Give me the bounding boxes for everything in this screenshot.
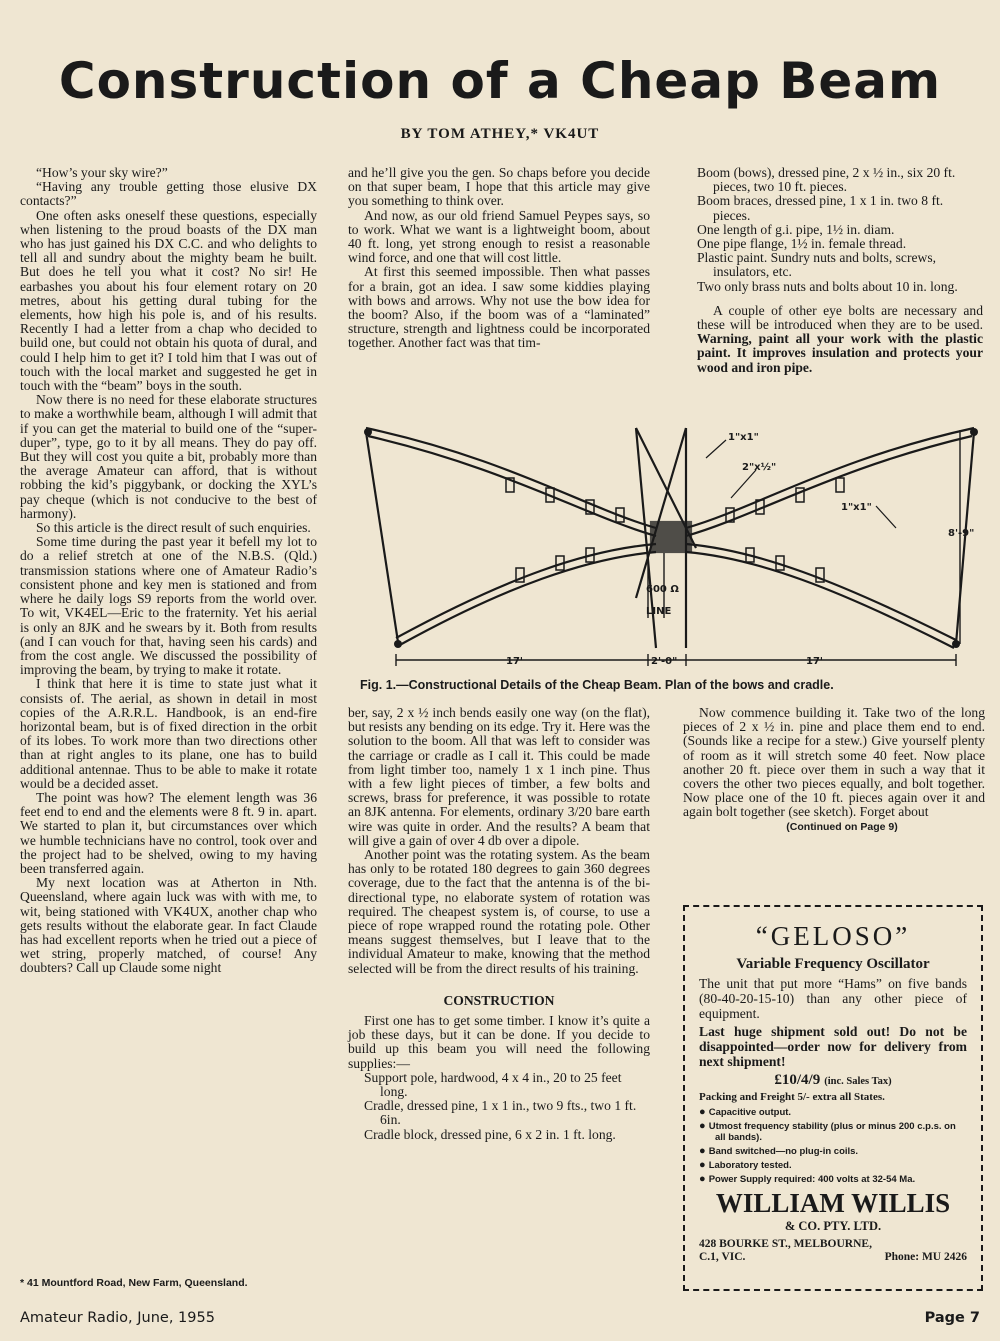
warning-text: Warning, paint all your work with the plastic paint. It improves insulation and protects your wood and iron pipe.: [697, 331, 983, 375]
list-item: Boom (bows), dressed pine, 2 x ½ in., six 20 ft. pieces, two 10 ft. pieces.: [697, 165, 956, 195]
label-1x1-top: 1"x1": [728, 432, 759, 443]
paragraph: I think that here it is time to state just what it consists of. The aerial, as shown in detail in most copies of the A.R.R.L. Handbook, is an end-fire horizontal beam, but is of fixed direction in the orbit of its lobes. To work more than two directions other than at right angles to its plane, one has to build additional antennae. Thus to be able to make it rotate would be a decided asset.: [20, 676, 317, 791]
beam-diagram: [356, 418, 984, 678]
section-heading: CONSTRUCTION: [443, 992, 555, 1008]
paragraph: and he’ll give you the gen. So chaps before you decide on that super beam, I hope that this article may give you something to think over.: [348, 165, 650, 209]
footnote: * 41 Mountford Road, New Farm, Queensland.: [20, 1277, 248, 1289]
label-center-span: 2'-0": [651, 656, 678, 667]
paragraph: “Having any trouble getting those elusive DX contacts?”: [20, 179, 317, 209]
footer-page-number: Page 7: [924, 1310, 980, 1326]
supplies-list: [364, 1071, 650, 1142]
byline: BY TOM ATHEY,* VK4UT: [400, 126, 600, 142]
ad-price: £10/4/9: [774, 1072, 821, 1088]
ad-address-line1: 428 BOURKE ST., MELBOURNE,: [699, 1238, 872, 1250]
paragraph: “How’s your sky wire?”: [36, 165, 168, 180]
ad-feature: ● Utmost frequency stability (plus or minus 200 c.p.s. on all bands).: [699, 1121, 967, 1143]
label-600-ohm: 600 Ω: [646, 584, 679, 595]
label-1x1-side: 1"x1": [841, 502, 872, 513]
ad-company-sub: & CO. PTY. LTD.: [784, 1219, 882, 1233]
continued-note: (Continued on Page 9): [786, 820, 898, 833]
ad-address-row: [699, 1251, 967, 1264]
paragraph: Some time during the past year it befell my lot to do a relief stretch at one of the N.B.S. (Qld.) transmission stations where one of Amateur Radio’s consistent phone and key men is stationed and from where he daily logs S9 reports from the world over. To wit, VK4EL—Eric to the fraternity. Yet his aerial is only an 8JK and he swears by it. Both from results (and I can vouch for that, having seen his cards) and from the cost angle. We discussed the possibility of improving the beam, by trying to make it rotate.: [20, 534, 317, 678]
ad-features: [699, 1107, 967, 1185]
label-line: LINE: [646, 606, 672, 617]
ad-feature: ● Capacitive output.: [699, 1107, 967, 1118]
ad-price-line: [699, 1071, 967, 1089]
label-right-span: 17': [806, 656, 823, 667]
paragraph: At first this seemed impossible. Then what passes for a brain, got an idea. I saw some kiddies playing with bows and arrows. Why not use the bow idea for the boom? Also, if the boom was of a “laminated” structure, strength and lightness could be incorporated together. Another fact was that tim-: [348, 264, 650, 351]
column-1: [20, 166, 317, 976]
list-item: Two only brass nuts and bolts about 10 in. long.: [697, 278, 958, 294]
column-3-top: [697, 166, 983, 375]
list-item: Plastic paint. Sundry nuts and bolts, screws, insulators, etc.: [697, 250, 937, 280]
list-item: Support pole, hardwood, 4 x 4 in., 20 to 25 feet long.: [364, 1069, 622, 1100]
ad-phone: Phone: MU 2426: [884, 1251, 967, 1263]
supplies-list-continued: [697, 166, 983, 294]
ad-tax: (inc. Sales Tax): [824, 1076, 892, 1087]
label-height: 8'-9": [948, 528, 975, 539]
list-item: Boom braces, dressed pine, 1 x 1 in. two 8 ft. pieces.: [697, 193, 944, 223]
list-item: Cradle block, dressed pine, 6 x 2 in. 1 ft. long.: [364, 1126, 616, 1142]
column-3-bottom: [683, 706, 985, 834]
paragraph: Another point was the rotating system. As the beam has only to be rotated 180 degrees to gain 360 degrees coverage, due to the fact that the antenna is of the bi-directional type, no elaborate system of rotation was required. The cheapest system is, of course, to use a piece of rope wrapped round the rotating pole. Other means suggest themselves, but I leave that to the individual Amateur to make, knowing that the method selected will be from the direct results of his training.: [348, 847, 650, 976]
paragraph: Now there is no need for these elaborate structures to make a worthwhile beam, although I will admit that if you can get the material to build one of the “super-duper”, type, go to it by all means. They do pay off. But they will cost you quite a bit, probably more than the average Amateur can afford, that is without robbing the kid’s piggybank, or docking the XYL’s pay cheque (which is not conducive to the best of harmony).: [20, 392, 317, 521]
ad-feature: ● Laboratory tested.: [699, 1160, 967, 1171]
figure-caption: Fig. 1.—Constructional Details of the Cheap Beam. Plan of the bows and cradle.: [360, 678, 834, 692]
column-2-top: [348, 166, 650, 351]
paragraph: First one has to get some timber. I know it’s quite a job these days, but it can be done. If you decide to build up this beam you will need the following supplies:—: [348, 1013, 650, 1071]
paragraph: One often asks oneself these questions, especially when listening to the proud boasts of the DX man who has just gained his DX C.C. and who delights to tell all and sundry about the mighty beam he built. But does he tell you what it cost? No sir! He earbashes you about his four element rotary on 20 metres, about his getting dural tubing for the elements, how high his pole is, and of his results. Recently I had a letter from a chap who decided to build one, but could not obtain his quota of dural, and could I help him to get it? I told him that I was out of touch with the local market and suggested he get in touch with the “beam” boys in the south.: [20, 207, 317, 394]
article-title: Construction of a Cheap Beam: [58, 52, 942, 110]
label-left-span: 17': [506, 656, 523, 667]
paragraph: ber, say, 2 x ½ inch bends easily one way (on the flat), but resists any bending on its edge. Try it. Here was the solution to the boom. All that was left to consider was the carriage or cradle as I call it. This could be made from light timber too, namely 1 x 1 inch pine. Thus with a few light pieces of timber, a few bolts and screws, brass for preference, it was possible to rotate an 8JK antenna. For elements, ordinary 3/20 bare earth wire was quite in order. And the results? A beam that will give a gain of over 4 db over a dipole.: [348, 705, 650, 848]
column-2-bottom: [348, 706, 650, 1142]
paragraph: My next location was at Atherton in Nth. Queensland, where again luck was with with me, to wit, being stationed with VK4UX, another chap who gets results without the elaborate gear. In fact Claude has had excellent reports when he tried out a piece of wet string, properly matched, of course! Any doubters? Call up Claude some night: [20, 875, 317, 976]
geloso-advertisement: [683, 905, 983, 1291]
ad-description: The unit that put more “Hams” on five bands (80-40-20-15-10) than any other piece of equipment.: [699, 976, 967, 1021]
ad-company: WILLIAM WILLIS: [715, 1188, 951, 1218]
paragraph: Now commence building it. Take two of the long pieces of 2 x ½ in. pine and place them end to end. (Sounds like a recipe for a stew.) Give yourself plenty of room as it will stretch some 40 feet. Now place another 20 ft. piece over them in such a way that it covers the other two pieces equally, and bolt together. Now place one of the 10 ft. pieces again over it and again bolt together (see sketch). Forget about: [683, 705, 985, 820]
paragraph: [697, 304, 983, 375]
paragraph: The point was how? The element length was 36 feet end to end and the elements were 8 ft. 9 in. apart. We started to plan it, but circumstances over which we humble technicians have no control, took over and the project had to be shelved, owing to my having been transferred again.: [20, 789, 317, 876]
ad-brand: “GELOSO”: [755, 921, 911, 951]
label-2x-half: 2"x½": [742, 462, 777, 473]
footer-publication: Amateur Radio, June, 1955: [20, 1310, 215, 1326]
list-item: One pipe flange, 1½ in. female thread.: [697, 236, 907, 252]
ad-address-line2: C.1, VIC.: [699, 1251, 746, 1263]
list-item: One length of g.i. pipe, 1½ in. diam.: [697, 221, 895, 237]
ad-shipment: Last huge shipment sold out! Do not be disappointed—order now for delivery from next shipment!: [699, 1024, 967, 1069]
ad-address: [699, 1238, 967, 1264]
ad-packing: Packing and Freight 5/- extra all States.: [699, 1091, 885, 1103]
paragraph: So this article is the direct result of such enquiries.: [36, 520, 311, 536]
ad-feature: ● Band switched—no plug-in coils.: [699, 1146, 967, 1157]
paragraph-text: A couple of other eye bolts are necessary and these will be introduced when they are to be used.: [697, 302, 983, 333]
paragraph: And now, as our old friend Samuel Peypes says, so to work. What we want is a lightweight boom, about 40 ft. long, yet strong enough to resist a reasonable wind force, and one that will cost little.: [348, 207, 650, 266]
ad-product: Variable Frequency Oscillator: [736, 956, 930, 972]
ad-feature: ● Power Supply required: 400 volts at 32-54 Ma.: [699, 1174, 967, 1185]
list-item: Cradle, dressed pine, 1 x 1 in., two 9 fts., two 1 ft. 6in.: [364, 1098, 637, 1128]
